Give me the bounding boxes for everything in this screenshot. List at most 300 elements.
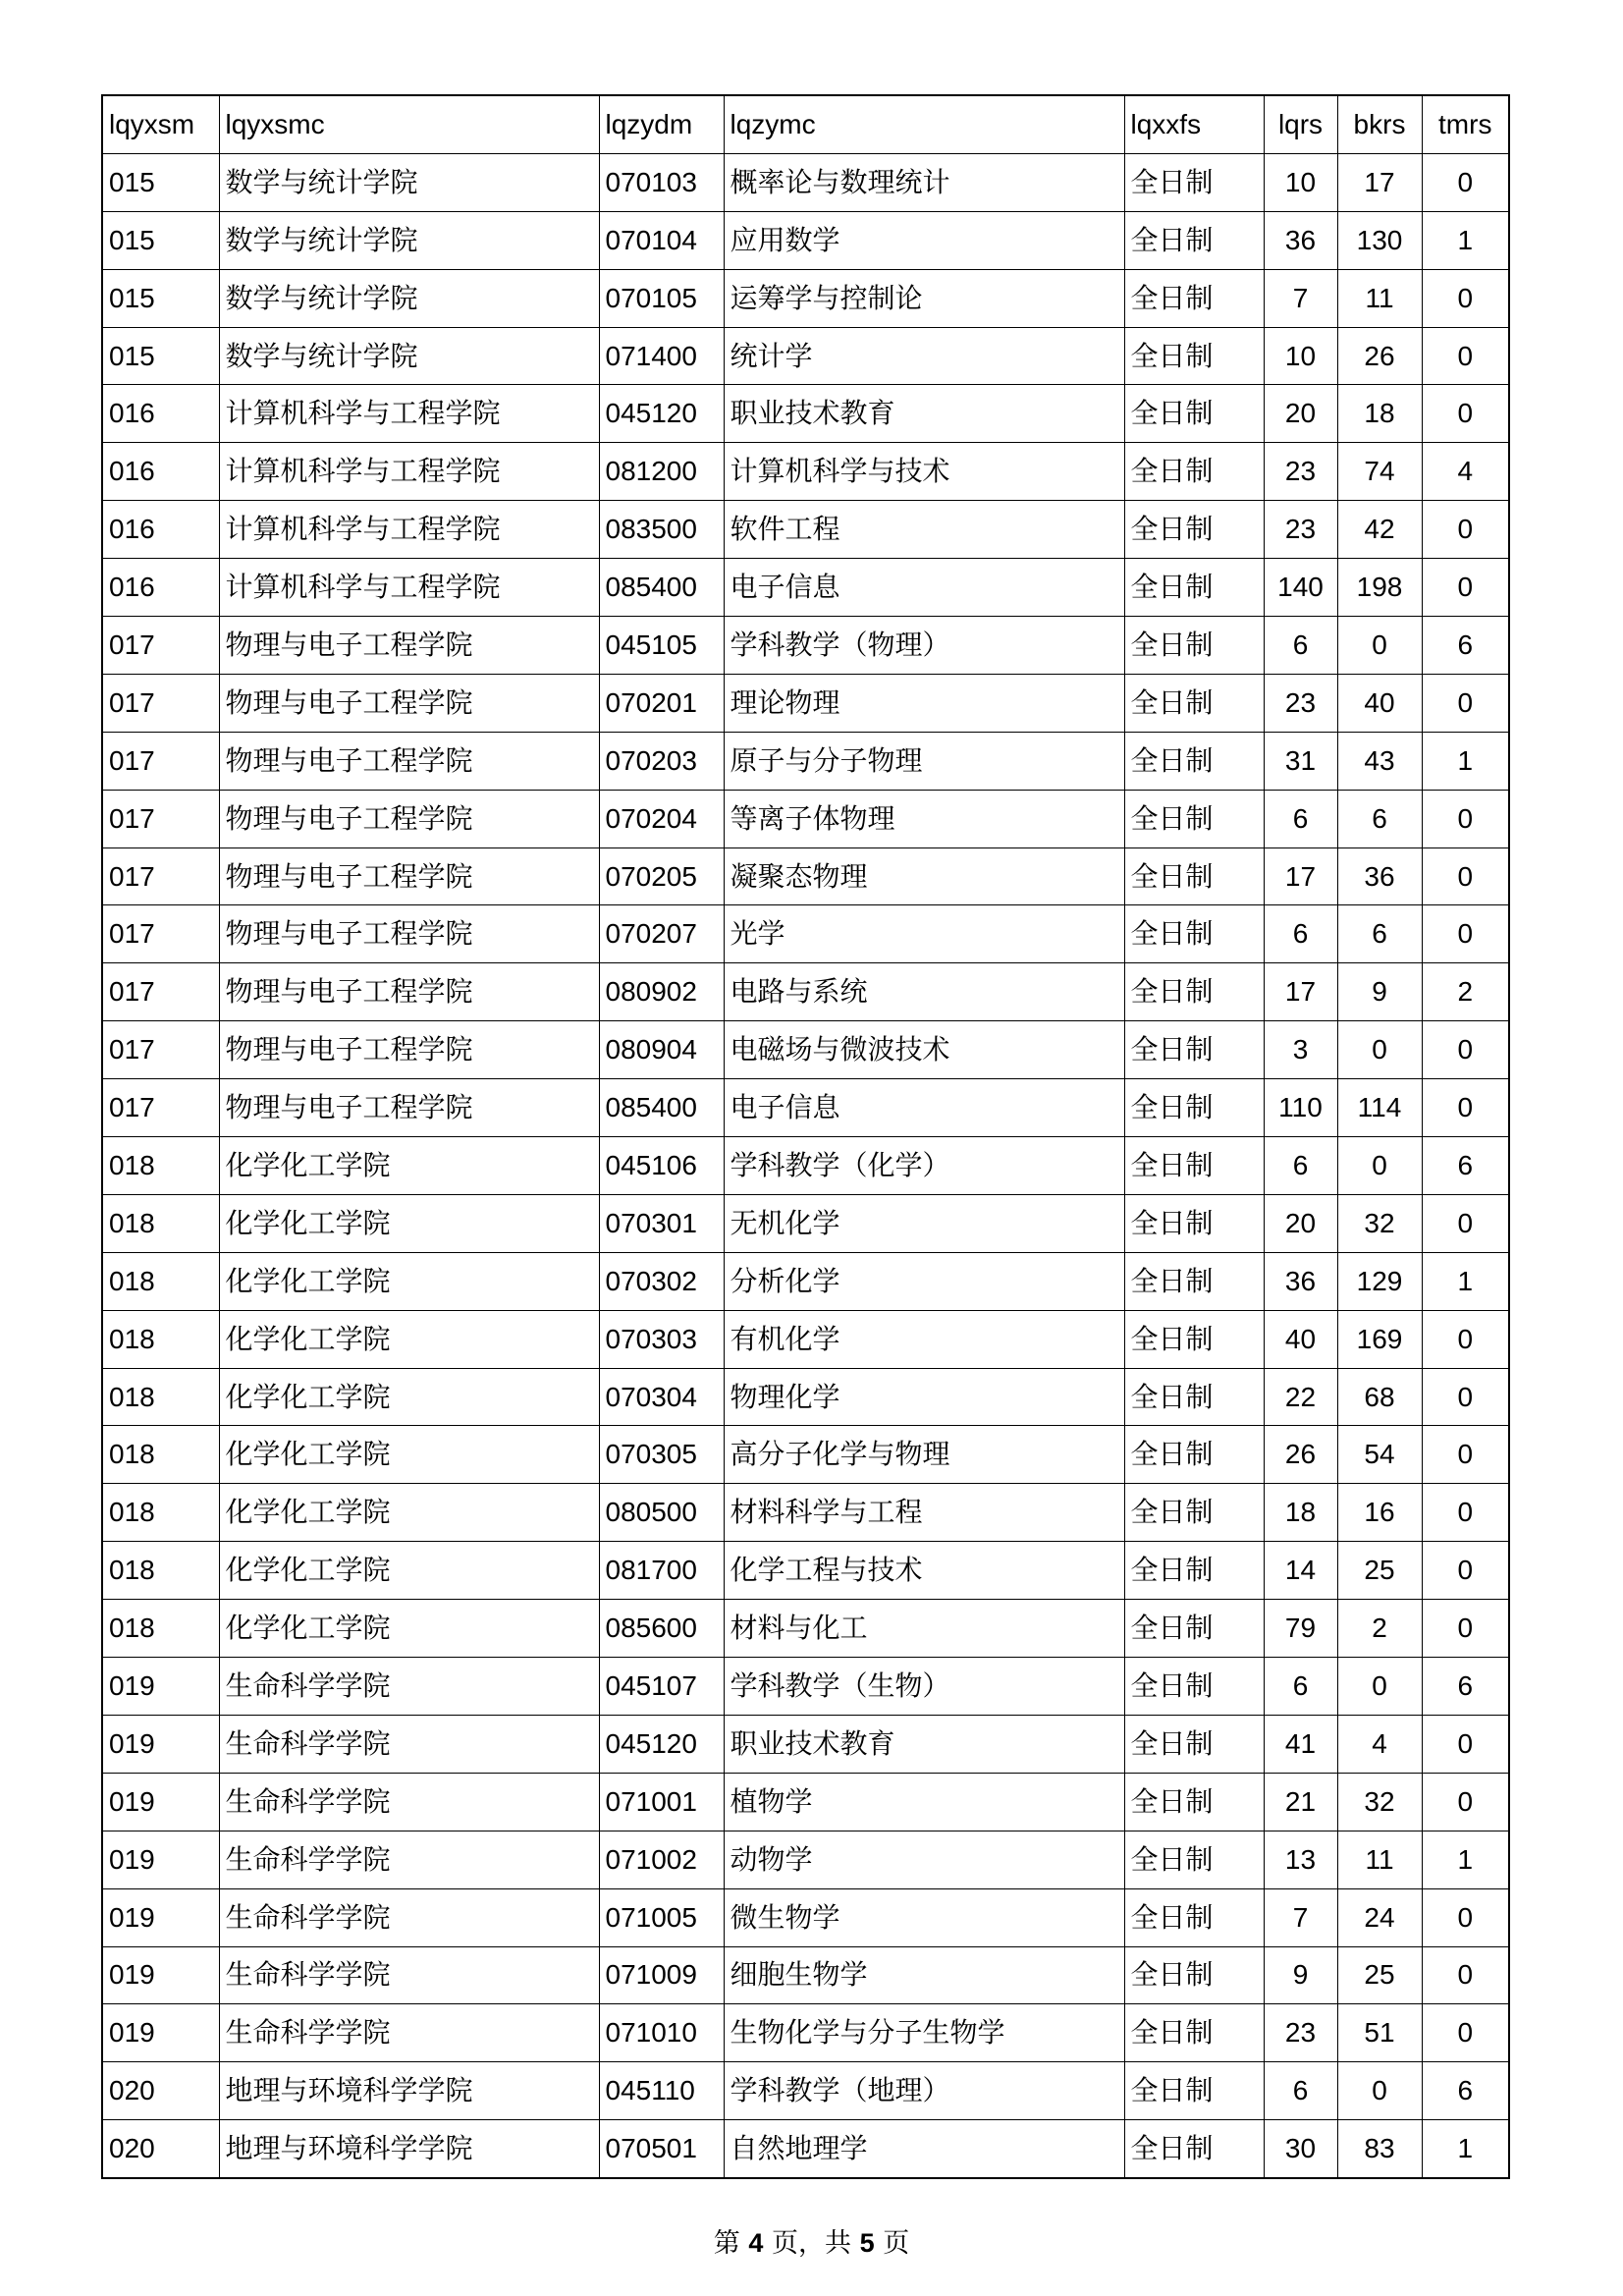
admitted-count-cell: 41	[1264, 1715, 1337, 1773]
table-row	[102, 790, 1509, 847]
college-name-cell: 生命科学学院	[219, 1888, 599, 1946]
college-name-cell: 化学化工学院	[219, 1194, 599, 1252]
college-name-cell: 化学化工学院	[219, 1542, 599, 1600]
exempt-count-cell: 0	[1422, 269, 1509, 327]
applicant-count-cell: 6	[1337, 790, 1422, 847]
admitted-count-cell: 17	[1264, 963, 1337, 1021]
applicant-count-cell: 25	[1337, 1946, 1422, 2004]
major-code-cell: 045105	[599, 617, 724, 675]
study-mode-cell: 全日制	[1124, 1542, 1264, 1600]
table-row	[102, 1137, 1509, 1195]
exempt-count-cell: 0	[1422, 1946, 1509, 2004]
major-code-cell: 070203	[599, 732, 724, 790]
major-code-cell: 080904	[599, 1021, 724, 1079]
major-name-cell: 电磁场与微波技术	[724, 1021, 1124, 1079]
exempt-count-cell: 1	[1422, 2120, 1509, 2178]
major-name-cell: 光学	[724, 905, 1124, 963]
admitted-count-cell: 7	[1264, 1888, 1337, 1946]
exempt-count-cell: 0	[1422, 790, 1509, 847]
study-mode-cell: 全日制	[1124, 153, 1264, 211]
college-code-cell: 016	[102, 443, 219, 501]
exempt-count-cell: 1	[1422, 211, 1509, 269]
exempt-count-cell: 0	[1422, 1079, 1509, 1137]
major-code-cell: 070304	[599, 1368, 724, 1426]
college-name-cell: 计算机科学与工程学院	[219, 385, 599, 443]
college-code-cell: 017	[102, 790, 219, 847]
admitted-count-cell: 18	[1264, 1484, 1337, 1542]
major-name-cell: 化学工程与技术	[724, 1542, 1124, 1600]
admitted-count-cell: 79	[1264, 1600, 1337, 1658]
major-name-cell: 等离子体物理	[724, 790, 1124, 847]
applicant-count-cell: 0	[1337, 1137, 1422, 1195]
applicant-count-cell: 169	[1337, 1310, 1422, 1368]
exempt-count-cell: 0	[1422, 905, 1509, 963]
page-footer	[0, 2221, 1623, 2260]
exempt-count-cell: 1	[1422, 732, 1509, 790]
college-name-cell: 生命科学学院	[219, 1715, 599, 1773]
study-mode-cell: 全日制	[1124, 327, 1264, 385]
college-code-cell: 018	[102, 1252, 219, 1310]
major-name-cell: 动物学	[724, 1831, 1124, 1888]
table-row	[102, 674, 1509, 732]
header-cell: lqrs	[1264, 95, 1337, 153]
college-code-cell: 018	[102, 1137, 219, 1195]
applicant-count-cell: 43	[1337, 732, 1422, 790]
college-code-cell: 020	[102, 2062, 219, 2120]
table-body	[102, 153, 1509, 2178]
major-name-cell: 理论物理	[724, 674, 1124, 732]
major-code-cell: 081200	[599, 443, 724, 501]
major-name-cell: 学科教学（生物）	[724, 1658, 1124, 1716]
admitted-count-cell: 6	[1264, 1137, 1337, 1195]
college-code-cell: 015	[102, 327, 219, 385]
major-name-cell: 分析化学	[724, 1252, 1124, 1310]
table-row	[102, 1831, 1509, 1888]
admissions-table	[101, 94, 1510, 2179]
header-cell: lqzydm	[599, 95, 724, 153]
major-name-cell: 学科教学（物理）	[724, 617, 1124, 675]
major-code-cell: 070104	[599, 211, 724, 269]
study-mode-cell: 全日制	[1124, 732, 1264, 790]
major-name-cell: 概率论与数理统计	[724, 153, 1124, 211]
table-row	[102, 559, 1509, 617]
applicant-count-cell: 0	[1337, 2062, 1422, 2120]
exempt-count-cell: 6	[1422, 617, 1509, 675]
applicant-count-cell: 114	[1337, 1079, 1422, 1137]
table-row	[102, 1658, 1509, 1716]
college-code-cell: 016	[102, 501, 219, 559]
study-mode-cell: 全日制	[1124, 1137, 1264, 1195]
table-row	[102, 1426, 1509, 1484]
admitted-count-cell: 36	[1264, 1252, 1337, 1310]
admitted-count-cell: 140	[1264, 559, 1337, 617]
study-mode-cell: 全日制	[1124, 2004, 1264, 2062]
exempt-count-cell: 6	[1422, 1658, 1509, 1716]
major-code-cell: 071005	[599, 1888, 724, 1946]
college-name-cell: 计算机科学与工程学院	[219, 443, 599, 501]
college-name-cell: 化学化工学院	[219, 1484, 599, 1542]
admitted-count-cell: 31	[1264, 732, 1337, 790]
exempt-count-cell: 0	[1422, 1484, 1509, 1542]
study-mode-cell: 全日制	[1124, 1600, 1264, 1658]
major-code-cell: 045106	[599, 1137, 724, 1195]
applicant-count-cell: 25	[1337, 1542, 1422, 1600]
college-code-cell: 019	[102, 1888, 219, 1946]
applicant-count-cell: 11	[1337, 1831, 1422, 1888]
table-row	[102, 905, 1509, 963]
study-mode-cell: 全日制	[1124, 1715, 1264, 1773]
applicant-count-cell: 36	[1337, 847, 1422, 905]
applicant-count-cell: 32	[1337, 1773, 1422, 1831]
table-row	[102, 1484, 1509, 1542]
major-code-cell: 070303	[599, 1310, 724, 1368]
college-name-cell: 化学化工学院	[219, 1368, 599, 1426]
admitted-count-cell: 23	[1264, 674, 1337, 732]
table-row	[102, 963, 1509, 1021]
major-code-cell: 045120	[599, 1715, 724, 1773]
major-code-cell: 080902	[599, 963, 724, 1021]
study-mode-cell: 全日制	[1124, 1888, 1264, 1946]
applicant-count-cell: 32	[1337, 1194, 1422, 1252]
college-code-cell: 018	[102, 1310, 219, 1368]
applicant-count-cell: 17	[1337, 153, 1422, 211]
college-code-cell: 017	[102, 963, 219, 1021]
college-name-cell: 化学化工学院	[219, 1137, 599, 1195]
table-row	[102, 1600, 1509, 1658]
applicant-count-cell: 129	[1337, 1252, 1422, 1310]
study-mode-cell: 全日制	[1124, 617, 1264, 675]
exempt-count-cell: 0	[1422, 1368, 1509, 1426]
major-code-cell: 070204	[599, 790, 724, 847]
college-name-cell: 地理与环境科学学院	[219, 2062, 599, 2120]
study-mode-cell: 全日制	[1124, 847, 1264, 905]
study-mode-cell: 全日制	[1124, 1252, 1264, 1310]
major-code-cell: 070301	[599, 1194, 724, 1252]
college-code-cell: 017	[102, 847, 219, 905]
college-code-cell: 019	[102, 1773, 219, 1831]
study-mode-cell: 全日制	[1124, 1658, 1264, 1716]
major-name-cell: 高分子化学与物理	[724, 1426, 1124, 1484]
study-mode-cell: 全日制	[1124, 501, 1264, 559]
exempt-count-cell: 6	[1422, 1137, 1509, 1195]
study-mode-cell: 全日制	[1124, 674, 1264, 732]
college-name-cell: 生命科学学院	[219, 1831, 599, 1888]
table-row	[102, 1021, 1509, 1079]
table-row	[102, 617, 1509, 675]
admitted-count-cell: 10	[1264, 327, 1337, 385]
college-name-cell: 物理与电子工程学院	[219, 674, 599, 732]
major-name-cell: 物理化学	[724, 1368, 1124, 1426]
study-mode-cell: 全日制	[1124, 2062, 1264, 2120]
college-code-cell: 019	[102, 1831, 219, 1888]
major-name-cell: 原子与分子物理	[724, 732, 1124, 790]
college-name-cell: 物理与电子工程学院	[219, 617, 599, 675]
header-row	[102, 95, 1509, 153]
college-name-cell: 生命科学学院	[219, 2004, 599, 2062]
college-name-cell: 物理与电子工程学院	[219, 1079, 599, 1137]
major-name-cell: 生物化学与分子生物学	[724, 2004, 1124, 2062]
major-code-cell: 080500	[599, 1484, 724, 1542]
admitted-count-cell: 6	[1264, 1658, 1337, 1716]
major-name-cell: 软件工程	[724, 501, 1124, 559]
applicant-count-cell: 0	[1337, 617, 1422, 675]
college-code-cell: 019	[102, 1658, 219, 1716]
exempt-count-cell: 0	[1422, 847, 1509, 905]
header-cell: bkrs	[1337, 95, 1422, 153]
exempt-count-cell: 0	[1422, 1426, 1509, 1484]
college-code-cell: 017	[102, 905, 219, 963]
exempt-count-cell: 0	[1422, 674, 1509, 732]
applicant-count-cell: 74	[1337, 443, 1422, 501]
college-name-cell: 计算机科学与工程学院	[219, 559, 599, 617]
admitted-count-cell: 6	[1264, 617, 1337, 675]
applicant-count-cell: 54	[1337, 1426, 1422, 1484]
college-name-cell: 生命科学学院	[219, 1946, 599, 2004]
study-mode-cell: 全日制	[1124, 559, 1264, 617]
total-pages-number: 5	[859, 2228, 875, 2258]
major-code-cell: 071010	[599, 2004, 724, 2062]
table-row	[102, 153, 1509, 211]
table-row	[102, 501, 1509, 559]
major-name-cell: 计算机科学与技术	[724, 443, 1124, 501]
exempt-count-cell: 0	[1422, 1194, 1509, 1252]
table-row	[102, 1715, 1509, 1773]
applicant-count-cell: 42	[1337, 501, 1422, 559]
table-row	[102, 2120, 1509, 2178]
study-mode-cell: 全日制	[1124, 1426, 1264, 1484]
exempt-count-cell: 0	[1422, 1600, 1509, 1658]
table-row	[102, 2062, 1509, 2120]
major-name-cell: 学科教学（地理）	[724, 2062, 1124, 2120]
college-name-cell: 化学化工学院	[219, 1426, 599, 1484]
major-name-cell: 材料科学与工程	[724, 1484, 1124, 1542]
major-code-cell: 070103	[599, 153, 724, 211]
college-code-cell: 015	[102, 269, 219, 327]
study-mode-cell: 全日制	[1124, 211, 1264, 269]
major-name-cell: 应用数学	[724, 211, 1124, 269]
college-name-cell: 物理与电子工程学院	[219, 1021, 599, 1079]
college-code-cell: 018	[102, 1194, 219, 1252]
exempt-count-cell: 0	[1422, 501, 1509, 559]
applicant-count-cell: 26	[1337, 327, 1422, 385]
major-code-cell: 070105	[599, 269, 724, 327]
study-mode-cell: 全日制	[1124, 1946, 1264, 2004]
admitted-count-cell: 7	[1264, 269, 1337, 327]
college-code-cell: 018	[102, 1600, 219, 1658]
admitted-count-cell: 23	[1264, 443, 1337, 501]
admitted-count-cell: 6	[1264, 905, 1337, 963]
applicant-count-cell: 51	[1337, 2004, 1422, 2062]
applicant-count-cell: 18	[1337, 385, 1422, 443]
major-code-cell: 083500	[599, 501, 724, 559]
exempt-count-cell: 0	[1422, 1888, 1509, 1946]
applicant-count-cell: 11	[1337, 269, 1422, 327]
college-name-cell: 生命科学学院	[219, 1773, 599, 1831]
major-code-cell: 045120	[599, 385, 724, 443]
exempt-count-cell: 0	[1422, 1715, 1509, 1773]
table-row	[102, 1310, 1509, 1368]
college-name-cell: 物理与电子工程学院	[219, 905, 599, 963]
admitted-count-cell: 20	[1264, 1194, 1337, 1252]
college-code-cell: 017	[102, 674, 219, 732]
admitted-count-cell: 6	[1264, 790, 1337, 847]
admitted-count-cell: 3	[1264, 1021, 1337, 1079]
exempt-count-cell: 1	[1422, 1831, 1509, 1888]
header-cell: tmrs	[1422, 95, 1509, 153]
college-name-cell: 物理与电子工程学院	[219, 732, 599, 790]
admitted-count-cell: 13	[1264, 1831, 1337, 1888]
major-code-cell: 071400	[599, 327, 724, 385]
major-code-cell: 071002	[599, 1831, 724, 1888]
table-row	[102, 732, 1509, 790]
major-code-cell: 085400	[599, 1079, 724, 1137]
major-name-cell: 职业技术教育	[724, 1715, 1124, 1773]
admitted-count-cell: 23	[1264, 2004, 1337, 2062]
applicant-count-cell: 9	[1337, 963, 1422, 1021]
study-mode-cell: 全日制	[1124, 1484, 1264, 1542]
major-name-cell: 自然地理学	[724, 2120, 1124, 2178]
exempt-count-cell: 2	[1422, 963, 1509, 1021]
study-mode-cell: 全日制	[1124, 790, 1264, 847]
study-mode-cell: 全日制	[1124, 1194, 1264, 1252]
admitted-count-cell: 17	[1264, 847, 1337, 905]
applicant-count-cell: 0	[1337, 1021, 1422, 1079]
table-row	[102, 385, 1509, 443]
current-page-number: 4	[748, 2228, 764, 2258]
footer-suffix: 页	[883, 2228, 910, 2259]
exempt-count-cell: 0	[1422, 1542, 1509, 1600]
college-name-cell: 数学与统计学院	[219, 153, 599, 211]
applicant-count-cell: 4	[1337, 1715, 1422, 1773]
major-name-cell: 电路与系统	[724, 963, 1124, 1021]
college-code-cell: 017	[102, 617, 219, 675]
admitted-count-cell: 22	[1264, 1368, 1337, 1426]
header-cell: lqyxsmc	[219, 95, 599, 153]
study-mode-cell: 全日制	[1124, 963, 1264, 1021]
study-mode-cell: 全日制	[1124, 2120, 1264, 2178]
major-name-cell: 凝聚态物理	[724, 847, 1124, 905]
admitted-count-cell: 26	[1264, 1426, 1337, 1484]
exempt-count-cell: 4	[1422, 443, 1509, 501]
major-name-cell: 电子信息	[724, 559, 1124, 617]
exempt-count-cell: 0	[1422, 1021, 1509, 1079]
exempt-count-cell: 6	[1422, 2062, 1509, 2120]
applicant-count-cell: 40	[1337, 674, 1422, 732]
major-name-cell: 无机化学	[724, 1194, 1124, 1252]
major-code-cell: 071001	[599, 1773, 724, 1831]
college-code-cell: 018	[102, 1426, 219, 1484]
table-row	[102, 269, 1509, 327]
college-name-cell: 化学化工学院	[219, 1310, 599, 1368]
major-code-cell: 071009	[599, 1946, 724, 2004]
footer-prefix: 第	[713, 2228, 740, 2259]
college-name-cell: 生命科学学院	[219, 1658, 599, 1716]
major-code-cell: 070302	[599, 1252, 724, 1310]
major-name-cell: 植物学	[724, 1773, 1124, 1831]
college-code-cell: 015	[102, 153, 219, 211]
college-code-cell: 018	[102, 1368, 219, 1426]
admitted-count-cell: 30	[1264, 2120, 1337, 2178]
college-code-cell: 017	[102, 1079, 219, 1137]
admitted-count-cell: 110	[1264, 1079, 1337, 1137]
admitted-count-cell: 14	[1264, 1542, 1337, 1600]
college-name-cell: 地理与环境科学学院	[219, 2120, 599, 2178]
major-code-cell: 045107	[599, 1658, 724, 1716]
major-code-cell: 085400	[599, 559, 724, 617]
major-code-cell: 070207	[599, 905, 724, 963]
exempt-count-cell: 0	[1422, 327, 1509, 385]
table-row	[102, 1542, 1509, 1600]
major-name-cell: 材料与化工	[724, 1600, 1124, 1658]
admitted-count-cell: 36	[1264, 211, 1337, 269]
major-code-cell: 085600	[599, 1600, 724, 1658]
table-row	[102, 1194, 1509, 1252]
exempt-count-cell: 0	[1422, 1773, 1509, 1831]
major-name-cell: 统计学	[724, 327, 1124, 385]
study-mode-cell: 全日制	[1124, 1368, 1264, 1426]
table-row	[102, 2004, 1509, 2062]
major-name-cell: 运筹学与控制论	[724, 269, 1124, 327]
table-row	[102, 847, 1509, 905]
college-code-cell: 017	[102, 732, 219, 790]
applicant-count-cell: 6	[1337, 905, 1422, 963]
admitted-count-cell: 9	[1264, 1946, 1337, 2004]
study-mode-cell: 全日制	[1124, 385, 1264, 443]
major-code-cell: 070201	[599, 674, 724, 732]
exempt-count-cell: 0	[1422, 2004, 1509, 2062]
college-code-cell: 019	[102, 1715, 219, 1773]
college-name-cell: 数学与统计学院	[219, 269, 599, 327]
admitted-count-cell: 6	[1264, 2062, 1337, 2120]
header-cell: lqxxfs	[1124, 95, 1264, 153]
exempt-count-cell: 1	[1422, 1252, 1509, 1310]
header-cell: lqzymc	[724, 95, 1124, 153]
college-code-cell: 019	[102, 2004, 219, 2062]
major-name-cell: 学科教学（化学）	[724, 1137, 1124, 1195]
college-code-cell: 019	[102, 1946, 219, 2004]
table-row	[102, 1946, 1509, 2004]
admitted-count-cell: 40	[1264, 1310, 1337, 1368]
study-mode-cell: 全日制	[1124, 1310, 1264, 1368]
college-code-cell: 017	[102, 1021, 219, 1079]
major-name-cell: 细胞生物学	[724, 1946, 1124, 2004]
applicant-count-cell: 16	[1337, 1484, 1422, 1542]
applicant-count-cell: 83	[1337, 2120, 1422, 2178]
college-name-cell: 物理与电子工程学院	[219, 963, 599, 1021]
table-row	[102, 1773, 1509, 1831]
study-mode-cell: 全日制	[1124, 1021, 1264, 1079]
study-mode-cell: 全日制	[1124, 443, 1264, 501]
applicant-count-cell: 130	[1337, 211, 1422, 269]
admitted-count-cell: 23	[1264, 501, 1337, 559]
college-code-cell: 018	[102, 1484, 219, 1542]
table-row	[102, 443, 1509, 501]
college-name-cell: 物理与电子工程学院	[219, 790, 599, 847]
college-name-cell: 计算机科学与工程学院	[219, 501, 599, 559]
college-code-cell: 016	[102, 385, 219, 443]
major-code-cell: 045110	[599, 2062, 724, 2120]
footer-middle: 页，共	[772, 2228, 851, 2259]
college-code-cell: 018	[102, 1542, 219, 1600]
table-row	[102, 1368, 1509, 1426]
study-mode-cell: 全日制	[1124, 1773, 1264, 1831]
major-code-cell: 081700	[599, 1542, 724, 1600]
applicant-count-cell: 24	[1337, 1888, 1422, 1946]
major-code-cell: 070501	[599, 2120, 724, 2178]
college-name-cell: 数学与统计学院	[219, 211, 599, 269]
study-mode-cell: 全日制	[1124, 905, 1264, 963]
table-row	[102, 1888, 1509, 1946]
